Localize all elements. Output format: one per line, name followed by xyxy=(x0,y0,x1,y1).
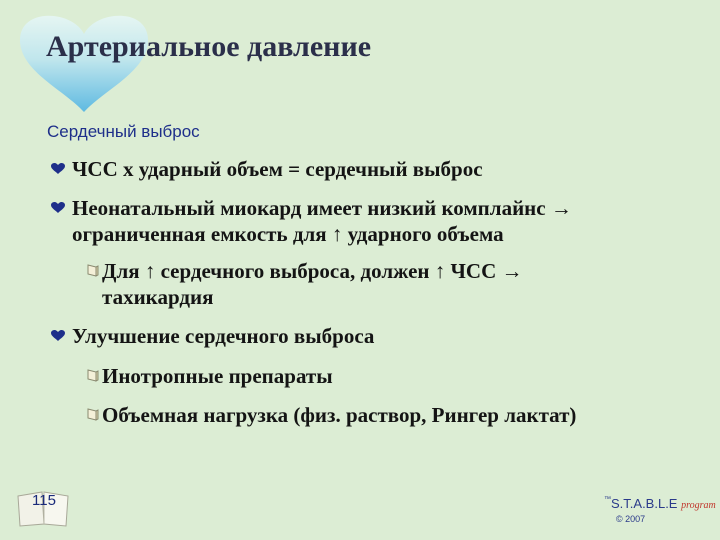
heart-bullet-icon xyxy=(51,163,65,175)
book-bullet-icon xyxy=(86,263,100,277)
bullet-text: ЧСС х ударный объем = сердечный выброс xyxy=(72,157,483,181)
sub-bullet-text: Объемная нагрузка (физ. раствор, Рингер лактат) xyxy=(102,403,577,427)
bullet-text: Неонатальный миокард имеет низкий комплайнс → xyxy=(72,196,572,220)
bullet-text: Улучшение сердечного выброса xyxy=(72,324,375,348)
sub-bullet-text-continuation: тахикардия xyxy=(102,285,214,309)
sub-bullet-text: Для ↑ сердечного выброса, должен ↑ ЧСС → xyxy=(102,259,523,283)
logo-trademark: ™ xyxy=(604,496,611,503)
copyright-text: © 2007 xyxy=(616,514,646,524)
bullet-text-continuation: ограниченная емкость для ↑ ударного объема xyxy=(72,222,504,246)
slide-subtitle: Сердечный выброс xyxy=(47,122,200,141)
slide-title: Артериальное давление xyxy=(46,30,372,63)
sub-bullet-text: Инотропные препараты xyxy=(102,364,333,388)
page-number: 115 xyxy=(32,492,56,509)
logo-text: S.T.A.B.L.E xyxy=(611,496,678,511)
book-bullet-icon xyxy=(86,407,100,421)
book-bullet-icon xyxy=(86,368,100,382)
stable-logo xyxy=(604,496,716,511)
heart-bullet-icon xyxy=(51,202,65,214)
heart-bullet-icon xyxy=(51,330,65,342)
logo-script-text: program xyxy=(681,500,716,511)
